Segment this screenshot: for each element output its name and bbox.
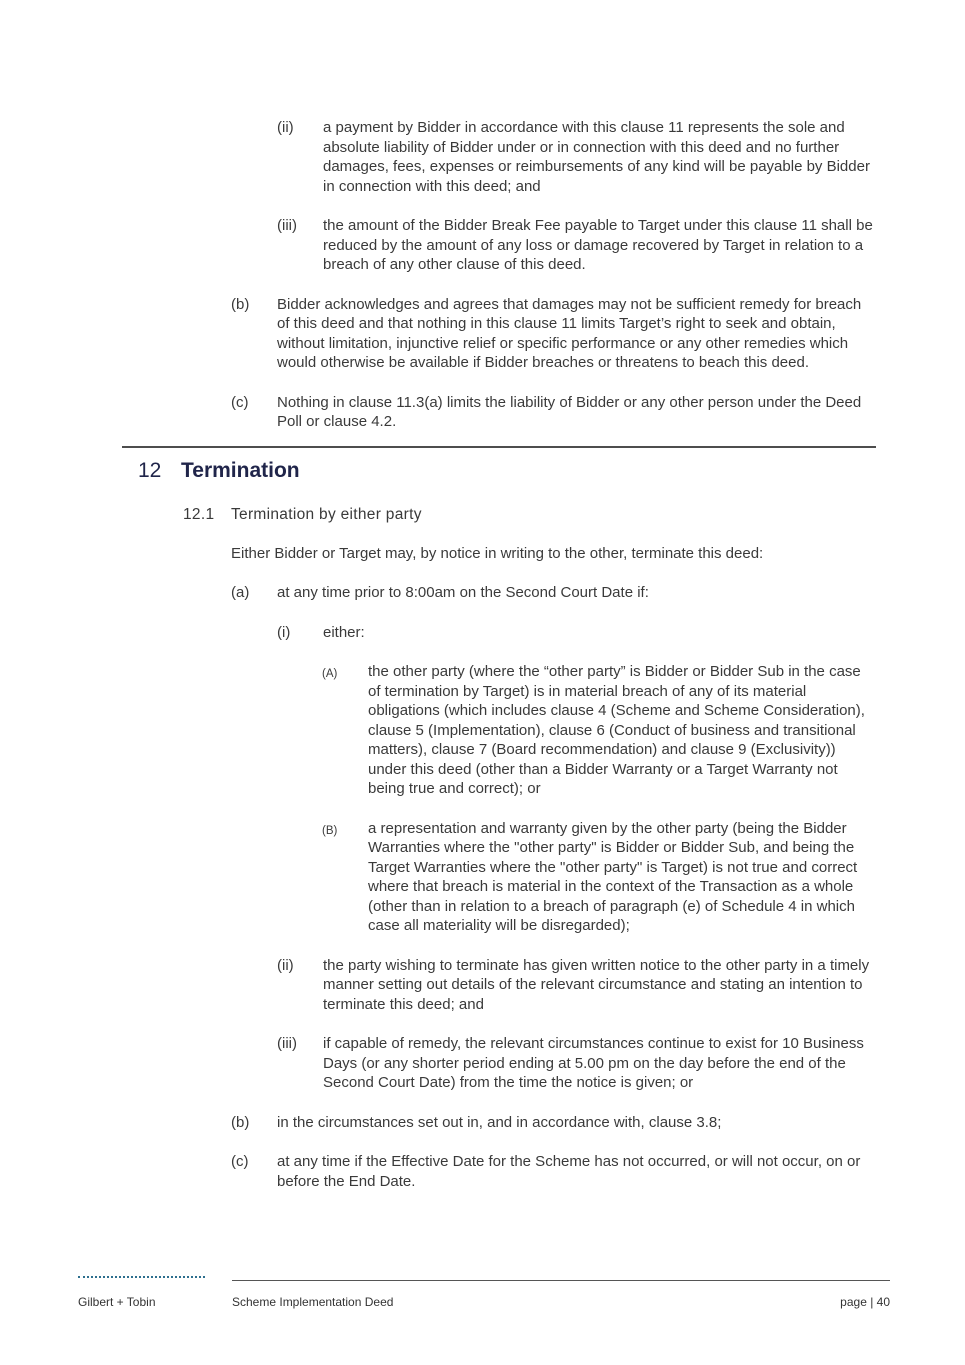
clause-text: at any time prior to 8:00am on the Second Court Date if:: [277, 584, 649, 601]
page-content: [122, 118, 876, 1211]
clause-label: (b): [231, 295, 250, 313]
clause-paragraph: [322, 819, 876, 936]
clause-text: the amount of the Bidder Break Fee payable to Target under this clause 11 shall be reduced by the amount of any loss or damage recovered by Target in relation to a breach of any other clause of this deed.: [323, 217, 873, 273]
footer-dotted-rule: [78, 1276, 205, 1278]
clause-paragraph: [277, 956, 876, 1015]
section-divider: [122, 446, 876, 448]
clause-text: a representation and warranty given by the other party (being the Bidder Warranties where the "other party" is Bidder or Bidder Sub, and being the Target Warranties where the "other party" is Target) is not true and correct where that breach is material in the context of the Transaction as a whole (other than in relation to a breach of paragraph (e) of Schedule 4 in which case all materiality will be disregarded);: [368, 819, 858, 934]
clause-label: (c): [231, 393, 249, 411]
clause-text: Nothing in clause 11.3(a) limits the liability of Bidder or any other person under the Deed Poll or clause 4.2.: [277, 393, 862, 430]
clause-paragraph: [231, 583, 876, 603]
footer-rule: [232, 1280, 890, 1281]
clause-label: (iii): [277, 217, 297, 234]
clause-text: in the circumstances set out in, and in accordance with, clause 3.8;: [277, 1113, 722, 1131]
clause-paragraph: [277, 623, 876, 643]
clause-label: (B): [322, 824, 338, 837]
subsection-title: Termination by either party: [231, 505, 422, 523]
clause-paragraph: [277, 216, 876, 275]
clause-paragraph: [231, 295, 876, 373]
section-title: Termination: [181, 458, 300, 482]
footer-firm-name: Gilbert + Tobin: [78, 1295, 156, 1309]
clause-text: at any time if the Effective Date for the Scheme has not occurred, or will not occur, on or before the End Date.: [277, 1153, 861, 1190]
clause-paragraph: [277, 1034, 876, 1093]
footer-doc-title: Scheme Implementation Deed: [232, 1295, 394, 1309]
footer-page-number: page | 40: [840, 1295, 890, 1309]
subsection-number: 12.1: [183, 505, 215, 523]
clause-text: the party wishing to terminate has given written notice to the other party in a timely manner setting out details of the relevant circumstance and stating an intention to terminate this deed; and: [323, 956, 870, 1013]
clause-text: Bidder acknowledges and agrees that damages may not be sufficient remedy for breach of this deed and that nothing in this clause 11 limits Target’s right to seek and obtain, without limitation, injunctive relief or specific performance or any other remedies which would otherwise be available if Bidder breaches or threatens to beach this deed.: [277, 295, 862, 371]
clause-label: (iii): [277, 1035, 297, 1052]
clause-label: (ii): [277, 119, 294, 136]
clause-label: (A): [322, 668, 338, 680]
clause-paragraph: [231, 1152, 876, 1191]
clause-text: a payment by Bidder in accordance with this clause 11 represents the sole and absolute liability of Bidder under or in connection with this deed and no further damages, fees, expenses or reimbursements of any kind will be payable by Bidder in connection with this deed; and: [323, 119, 870, 195]
clause-label: (a): [231, 584, 250, 601]
clause-text: if capable of remedy, the relevant circumstances continue to exist for 10 Business Days (or any shorter period ending at 5.00 pm on the day before the end of the Second Court Date) from the time the notice is given; or: [323, 1035, 864, 1091]
clause-label: (b): [231, 1113, 250, 1131]
clause-paragraph: [231, 1113, 876, 1133]
clause-label: (i): [277, 623, 291, 641]
clause-text: the other party (where the “other party” is Bidder or Bidder Sub in the case of termination by Target) is in material breach of any of its material obligations (which includes clause 4 (Scheme and Scheme Consideration), clause 5 (Implementation), clause 6 (Conduct of business and transitional matters), clause 7 (Board recommendation) and clause 9 (Exclusivity)) under this deed (other than a Bidder Warranty or a Target Warranty not being true and correct); or: [368, 663, 865, 797]
section-heading: [138, 458, 876, 484]
subsection-heading: [183, 505, 876, 525]
intro-paragraph: Either Bidder or Target may, by notice in writing to the other, terminate this deed:: [231, 544, 764, 562]
clause-label: (c): [231, 1153, 249, 1170]
section-number: 12: [138, 458, 162, 482]
clause-text: either:: [323, 623, 365, 641]
clause-paragraph: [277, 118, 876, 196]
clause-paragraph: [322, 662, 876, 799]
clause-paragraph: [231, 393, 876, 432]
clause-label: (ii): [277, 956, 294, 974]
